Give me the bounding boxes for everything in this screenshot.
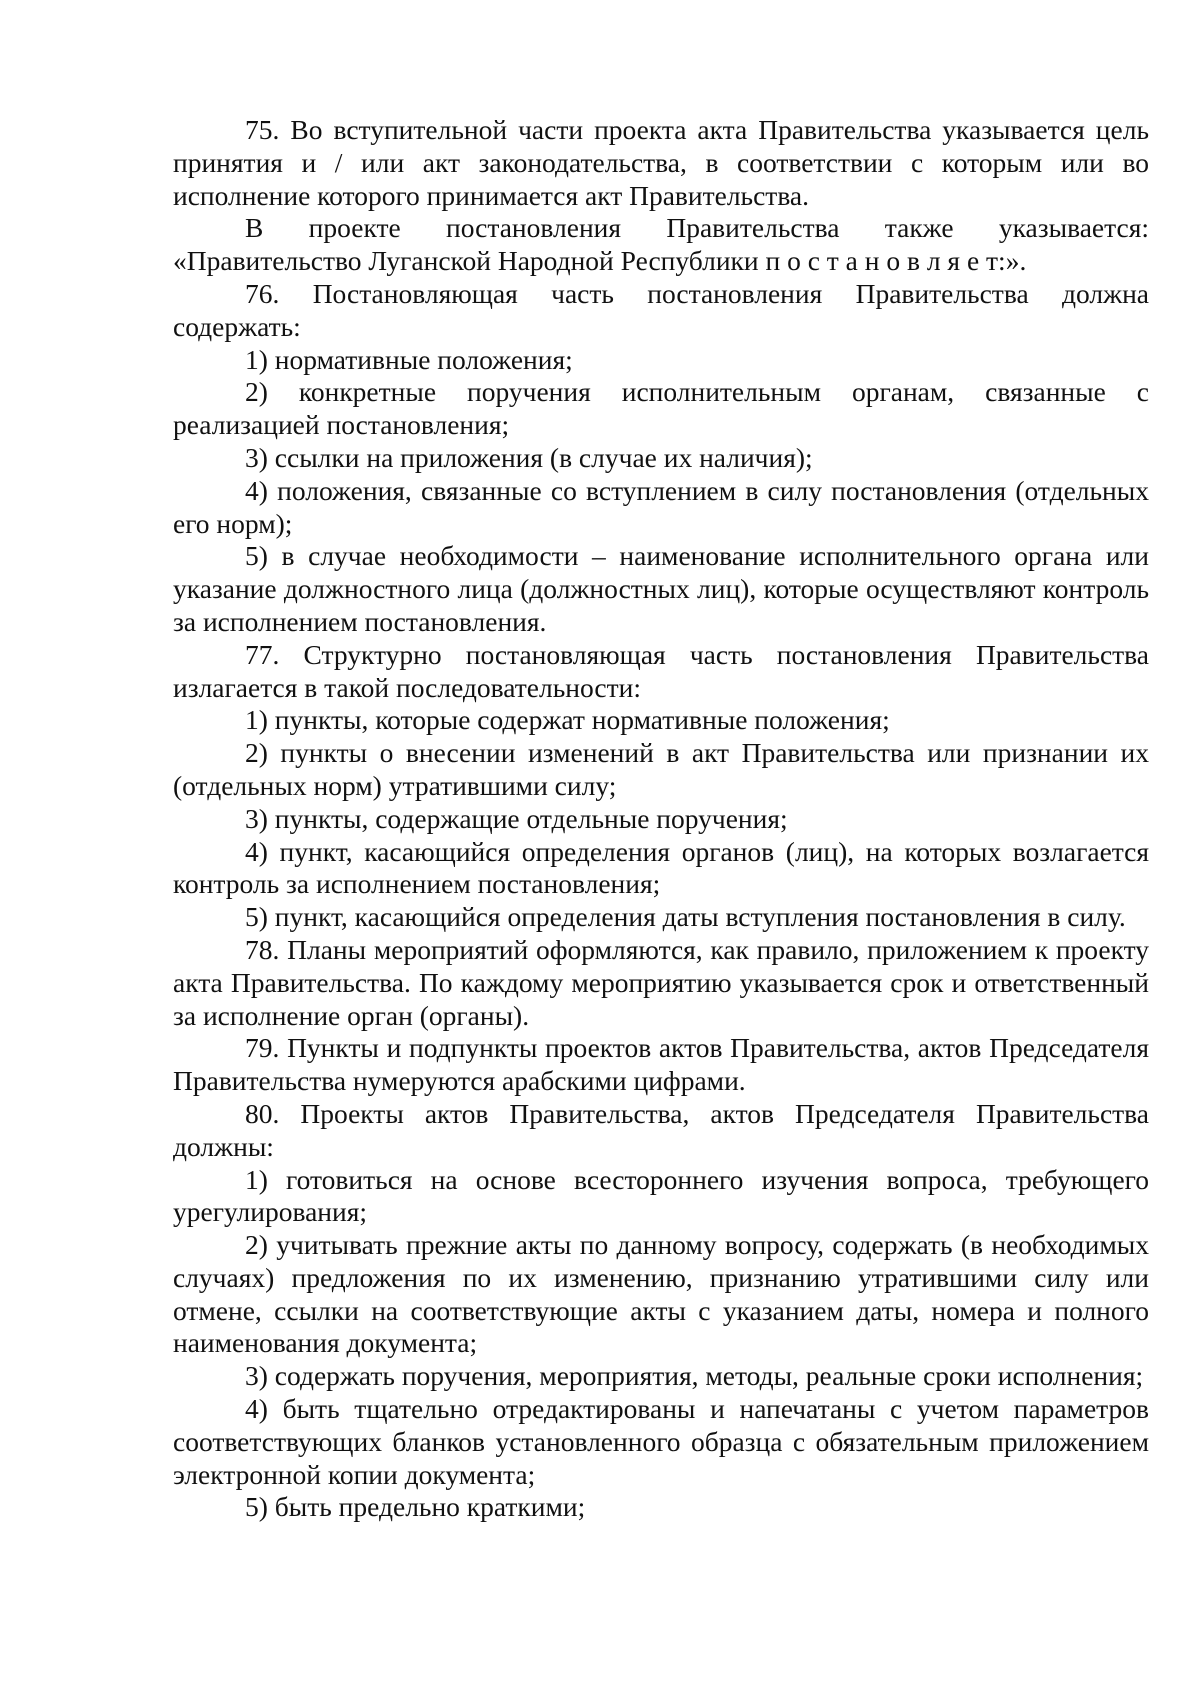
list-item-76-5: 5) в случае необходимости – наименование исполнительного органа или указание должностного лица (должностных лиц), которые осуществляют контроль за исполнением постановления.: [173, 540, 1149, 637]
list-item-76-2: 2) конкретные поручения исполнительным органам, связанные с реализацией постановления;: [173, 376, 1149, 441]
list-item-77-1: 1) пункты, которые содержат нормативные положения;: [245, 704, 890, 736]
paragraph-80: 80. Проекты актов Правительства, актов Председателя Правительства должны:: [173, 1097, 1149, 1162]
list-item-80-5: 5) быть предельно краткими;: [245, 1491, 586, 1523]
paragraph-75: 75. Во вступительной части проекта акта Правительства указывается цель принятия и / или акт законодательства, в соответствии с которым или во исполнение которого принимается акт Правительства.: [173, 114, 1149, 211]
list-item-76-3: 3) ссылки на приложения (в случае их наличия);: [245, 441, 813, 473]
list-item-80-2: 2) учитывать прежние акты по данному вопросу, содержать (в необходимых случаях) предложения по их изменению, признанию утратившими силу или отмене, ссылки на соответствующие акты с указанием даты, номера и полного наименования документа;: [173, 1229, 1149, 1359]
list-item-76-1: 1) нормативные положения;: [245, 343, 573, 375]
list-item-77-3: 3) пункты, содержащие отдельные поручения;: [245, 802, 788, 834]
list-item-76-4: 4) положения, связанные со вступлением в силу постановления (отдельных его норм);: [173, 474, 1149, 539]
list-item-80-1: 1) готовиться на основе всестороннего изучения вопроса, требующего урегулирования;: [173, 1163, 1149, 1228]
paragraph-76: 76. Постановляющая часть постановления Правительства должна содержать:: [173, 277, 1149, 342]
paragraph-78: 78. Планы мероприятий оформляются, как правило, приложением к проекту акта Правительства. По каждому мероприятию указывается срок и ответственный за исполнение орган (органы).: [173, 933, 1149, 1031]
paragraph-77: 77. Структурно постановляющая часть постановления Правительства излагается в такой последовательности:: [173, 638, 1149, 703]
list-item-80-3: 3) содержать поручения, мероприятия, методы, реальные сроки исполнения;: [245, 1360, 1144, 1392]
list-item-77-2: 2) пункты о внесении изменений в акт Правительства или признании их (отдельных норм) утратившими силу;: [173, 737, 1149, 801]
list-item-77-4: 4) пункт, касающийся определения органов (лиц), на которых возлагается контроль за исполнением постановления;: [173, 835, 1149, 900]
document-page: [173, 114, 1149, 1524]
list-item-80-4: 4) быть тщательно отредактированы и напечатаны с учетом параметров соответствующих бланков установленного образца с обязательным приложением электронной копии документа;: [173, 1393, 1149, 1490]
paragraph-79: 79. Пункты и подпункты проектов актов Правительства, актов Председателя Правительства нумеруются арабскими цифрами.: [173, 1032, 1149, 1097]
list-item-77-5: 5) пункт, касающийся определения даты вступления постановления в силу.: [245, 901, 1126, 933]
paragraph-75-formula: В проекте постановления Правительства также указывается: «Правительство Луганской Народной Республики п о с т а н о в л я е т:».: [173, 212, 1149, 277]
